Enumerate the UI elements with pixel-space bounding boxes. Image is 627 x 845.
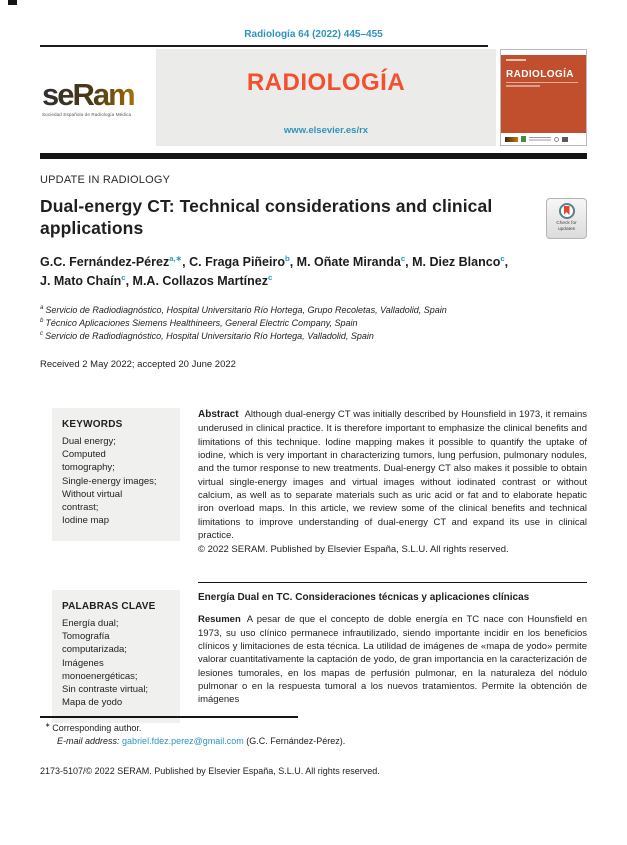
palabras-clave-wrap [40,590,180,723]
english-abstract-section [40,408,587,556]
seram-logo [40,49,156,146]
footnote-rule [40,716,298,718]
issn-copyright-line: 2173-5107/© 2022 SERAM. Published by Elsevier España, S.L.U. All rights reserved. [40,765,380,776]
abstract-column [198,408,587,556]
author-affiliation-sup: c [267,272,273,282]
seram-logo-text: seRam [42,79,156,110]
received-accepted-dates: Received 2 May 2022; accepted 20 June 2022 [40,359,236,371]
bookmark-ribbon-icon [564,206,570,215]
author: G.C. Fernández-Pérez$^{a,∗}$, [40,253,190,269]
palabra-clave: computarizada; [62,644,127,656]
keyword: contrast; [62,501,99,513]
cover-logo-circle [554,137,559,142]
article-title: Dual-energy CT: Technical considerations and clinical applications [40,196,493,239]
affiliation-c: $^c$ Servicio de Radiodiagnóstico, Hospital Universitario Río Hortega, Valladolid, Spain [40,330,374,342]
section-label: UPDATE IN RADIOLOGY [40,174,171,186]
author: M. Diez Blanco$^c$, [412,253,509,269]
author-affiliation-sup: c [400,253,406,263]
cover-publisher-logos [501,133,586,145]
cover-logo-textlines [529,137,551,142]
journal-header [40,49,587,146]
resumen-column [198,582,587,706]
author: M.A. Collazos Martínez$^c$ [132,272,273,288]
author-affiliation-sup: a,∗ [169,253,183,263]
palabras-clave-box [52,590,180,723]
palabra-clave: Energía dual; [62,618,119,630]
journal-citation: Radiología 64 (2022) 445–455 [244,29,383,40]
cover-subtitle-line2 [506,85,540,87]
keyword: Without virtual [62,488,123,500]
cover-volume-line [506,59,526,61]
header-bottom-bar [40,153,587,159]
affiliation-b: $^b$ Técnico Aplicaciones Siemens Healthineers, General Electric Company, Spain [40,317,358,329]
check-for-updates-badge[interactable] [546,198,587,239]
keyword: Iodine map [62,514,110,526]
palabra-clave: Sin contraste virtual; [62,683,149,695]
email-line [40,735,587,749]
palabra-clave: Tomografía [62,631,110,643]
resumen-paragraph [198,613,587,706]
keyword: Dual energy; [62,436,116,448]
author-list [40,253,587,291]
email-link[interactable]: gabriel.fdez.perez@gmail.com [122,736,244,746]
resumen-label: Resumen [198,614,241,626]
author-line-2 [40,272,587,291]
palabra-clave: monoenergéticas; [62,670,138,682]
journal-url-link[interactable]: www.elsevier.es/rx [283,125,369,136]
affiliation-list [40,304,587,343]
journal-cover-thumbnail [500,49,587,146]
cover-logo-dark [562,137,568,142]
cover-body [501,55,586,133]
crossmark-icon [559,203,575,219]
author: J. Mato Chaín$^c$, [40,272,133,288]
author-affiliation-sup: b [284,253,290,263]
abstract-paragraph [198,408,587,542]
keyword: tomography; [62,462,115,474]
email-suffix: (G.C. Fernández-Pérez). [243,736,346,746]
seram-tagline: Sociedad Española de Radiología Médica [42,111,132,117]
author: C. Fraga Piñeiro$^b$, [189,253,297,269]
email-label: E-mail address: [57,736,120,746]
palabra-clave: Mapa de yodo [62,696,123,708]
corresponding-author-note: ∗ Corresponding author. [45,721,142,733]
palabra-clave: Imágenes [62,657,104,669]
abstract-copyright: © 2022 SERAM. Published by Elsevier España, S.L.U. All rights reserved. [198,544,509,556]
resumen-text: A pesar de que el concepto de doble energía en TC nace con Hounsfield en 1973, su uso clínico permanece infrautilizado, siendo importante incidir en los beneficios clínicos y limitaciones de esta técnica. La utilidad de imágenes de «mapa de yodo» permite valorar cuantitativamente la captación de yodo, de gran importancia en la caracterización de lesiones tumorales, en los mapas de perfusión pulmonar, en la naturaleza del nódulo pulmonar o en la respuesta tumoral a los nuevos tratamientos. Permite la obtención de imágenes [198,614,587,706]
author-affiliation-sup: c [500,253,505,263]
keywords-wrap [40,408,180,541]
journal-masthead [156,49,496,146]
abstract-label: Abstract [198,409,239,421]
keyword: Single-energy images; [62,475,157,487]
spanish-abstract-section [40,582,587,723]
author: M. Oñate Miranda$^c$, [296,253,413,269]
author-line-1 [40,253,587,272]
seram-mini-logo [505,137,518,142]
affiliation-a: $^a$ Servicio de Radiodiagnóstico, Hospital Universitario Río Hortega, Grupo Recoletas, Valladolid, Spain [40,304,447,316]
cover-title: RADIOLOGÍA [506,68,574,80]
keyword: Computed [62,449,106,461]
asterisk: ∗ [45,721,51,729]
cover-subtitle-line [506,82,578,84]
title-row [40,195,587,240]
author-affiliation-sup: c [121,272,126,282]
page-footer [40,716,587,778]
header-top-rule [40,45,488,47]
abstract-text: Although dual-energy CT was initially described by Hounsfield in 1973, it remains underused in clinical practice. It is therefore important to emphasize the clinical benefits and limitations of this technique. Iodine mapping makes it possible to quantify the uptake of iodine, which is very important in characterizing tumors, lung perfusion, pulmonary nodules, and the tumor response to new treatments. Dual-energy CT also makes it possible to obtain virtual single-energy images and virtual images without iodinated contrast or without calcium, as well as to separate materials such as uric acid or fat and to elaborate hepatic iron overload maps. In this article, we review some of the clinical benefits and technical limitations to improve understanding of dual-energy CT and expand its use in clinical practice. [198,409,587,541]
keywords-title: KEYWORDS [62,419,123,431]
check-badge-label: Check for updates [556,221,577,233]
keywords-box [52,408,180,541]
journal-name: RADIOLOGÍA [246,69,406,96]
spanish-article-title: Energía Dual en TC. Consideraciones técnicas y aplicaciones clínicas [198,592,530,604]
cover-logo-green [521,136,526,142]
palabras-clave-title: PALABRAS CLAVE [62,601,156,613]
scan-artifact [8,0,17,5]
